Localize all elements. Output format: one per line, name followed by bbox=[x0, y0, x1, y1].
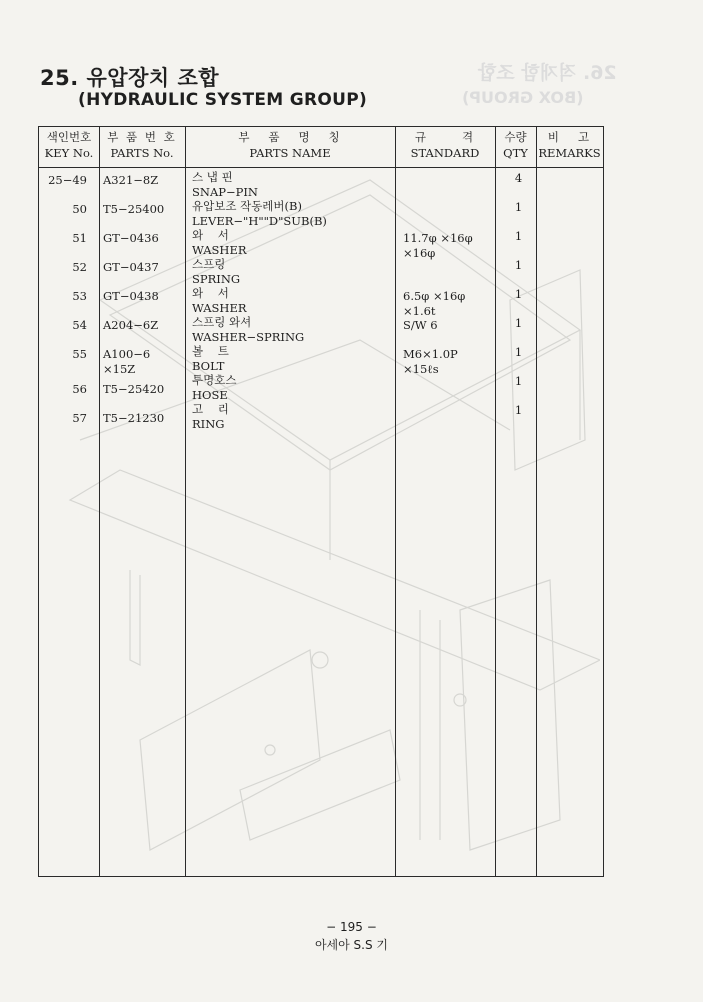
parts-no: T5−21230 bbox=[103, 411, 165, 425]
parts-no: GT−0437 bbox=[103, 260, 159, 274]
qty: 1 bbox=[514, 403, 523, 417]
table-row bbox=[39, 343, 603, 376]
ghost-title-en: (BOX GROUP) bbox=[462, 88, 584, 107]
standard: S/W 6 bbox=[403, 318, 438, 332]
header-standard: 규 격 STANDARD bbox=[410, 130, 480, 160]
parts-name: 와 서 WASHER bbox=[192, 228, 247, 257]
parts-no: A204−6Z bbox=[103, 318, 159, 332]
table-row bbox=[39, 401, 603, 430]
table-row bbox=[39, 285, 603, 318]
qty: 1 bbox=[514, 200, 523, 214]
header-key-no: 색인번호 KEY No. bbox=[44, 130, 94, 160]
parts-name: 스프링 SPRING bbox=[192, 257, 241, 286]
table-row bbox=[39, 169, 603, 198]
parts-name: 스프링 와셔 WASHER−SPRING bbox=[192, 315, 305, 344]
qty: 1 bbox=[514, 345, 523, 359]
table-row bbox=[39, 256, 603, 285]
key-no: 54 bbox=[72, 318, 87, 332]
standard: 6.5φ ×16φ ×1.6t bbox=[403, 289, 466, 318]
header-parts-name: 부 품 명 칭 PARTS NAME bbox=[238, 130, 342, 160]
header-divider bbox=[39, 167, 603, 168]
parts-name: 볼 트 BOLT bbox=[192, 344, 229, 373]
parts-name: 스 냅 핀 SNAP−PIN bbox=[192, 170, 258, 199]
table-row bbox=[39, 227, 603, 260]
parts-no: GT−0438 bbox=[103, 289, 159, 303]
parts-name: 투명호스 HOSE bbox=[192, 373, 237, 402]
parts-name: 와 서 WASHER bbox=[192, 286, 247, 315]
page-number: − 195 − bbox=[326, 920, 377, 934]
parts-no: A321−8Z bbox=[103, 173, 159, 187]
qty: 1 bbox=[514, 374, 523, 388]
key-no: 50 bbox=[72, 202, 87, 216]
company-name: 아세아 S.S 기 bbox=[314, 938, 389, 952]
qty: 1 bbox=[514, 287, 523, 301]
header-parts-no: 부 품 번 호 PARTS No. bbox=[107, 130, 177, 160]
ghost-title-kr: 26. 적재함 조합 bbox=[478, 62, 617, 84]
parts-no: GT−0436 bbox=[103, 231, 159, 245]
parts-no: T5−25420 bbox=[103, 382, 165, 396]
parts-table bbox=[38, 126, 604, 877]
qty: 4 bbox=[514, 171, 523, 185]
key-no: 52 bbox=[72, 260, 87, 274]
parts-no: A100−6 ×15Z bbox=[103, 347, 151, 376]
page-title-english: (HYDRAULIC SYSTEM GROUP) bbox=[78, 90, 368, 110]
key-no: 25−49 bbox=[48, 173, 87, 187]
header-remarks: 비 고 REMARKS bbox=[538, 130, 601, 160]
parts-name: 유압보조 작동레버(B) LEVER−"H""D"SUB(B) bbox=[192, 199, 327, 228]
parts-no: T5−25400 bbox=[103, 202, 165, 216]
standard: M6×1.0P ×15ℓs bbox=[403, 347, 458, 376]
page-title-korean: 25. 유압장치 조합 bbox=[40, 66, 220, 90]
qty: 1 bbox=[514, 229, 523, 243]
key-no: 53 bbox=[72, 289, 87, 303]
qty: 1 bbox=[514, 258, 523, 272]
table-row bbox=[39, 372, 603, 401]
key-no: 55 bbox=[72, 347, 87, 361]
key-no: 56 bbox=[72, 382, 87, 396]
header-qty: 수량 QTY bbox=[503, 130, 528, 160]
key-no: 57 bbox=[72, 411, 87, 425]
parts-name: 고 리 RING bbox=[192, 402, 229, 431]
table-row bbox=[39, 314, 603, 343]
key-no: 51 bbox=[72, 231, 87, 245]
qty: 1 bbox=[514, 316, 523, 330]
standard: 11.7φ ×16φ ×16φ bbox=[403, 231, 473, 260]
table-row bbox=[39, 198, 603, 227]
